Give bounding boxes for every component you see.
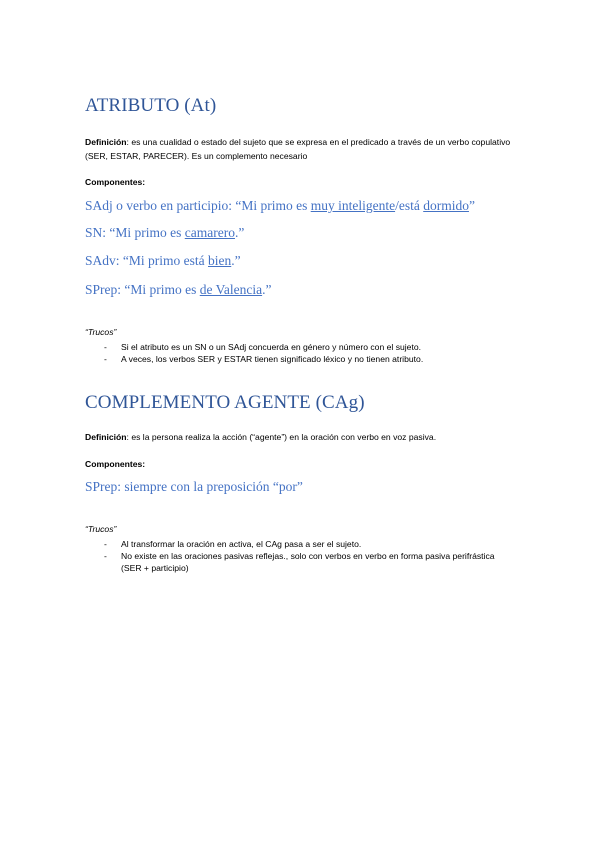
atributo-componentes-label: [85, 175, 145, 189]
componente-text: .”: [234, 225, 245, 240]
componentes-label: Componentes:: [85, 177, 146, 187]
list-item: [85, 538, 515, 550]
atributo-definition: [85, 135, 515, 163]
componente-text: .”: [262, 282, 272, 297]
componente-text: SAdv: “Mi primo está: [85, 253, 208, 268]
list-item: [85, 341, 515, 353]
example-underlined: dormido: [423, 198, 469, 213]
componente-sadj: [85, 198, 475, 214]
list-item-text: A veces, los verbos SER y ESTAR tienen significado léxico y no tienen atributo.: [121, 354, 424, 364]
componente-text: /está: [395, 198, 424, 213]
componente-sn: [85, 225, 244, 241]
componente-sadv: [85, 253, 241, 269]
agente-trucos-list: [85, 538, 515, 574]
list-item-text: No existe en las oraciones pasivas reflejas., solo con verbos en verbo en forma pasiva perifrástica (SER + participio): [121, 551, 495, 573]
bullet-dash: -: [104, 354, 107, 364]
componente-text: SPrep: “Mi primo es: [85, 282, 200, 297]
componente-text: SAdj o verbo en participio: “Mi primo es: [85, 198, 311, 213]
bullet-dash: -: [104, 342, 107, 352]
list-item: [85, 550, 515, 574]
agente-definition: [85, 430, 515, 444]
example-underlined: camarero: [184, 225, 235, 240]
definition-label: Definición: [85, 137, 127, 147]
componente-text: ”: [468, 198, 475, 213]
componente-agente-sprep: SPrep: siempre con la preposición “por”: [85, 479, 303, 494]
componente-sprep: [85, 282, 271, 298]
section-title-atributo: ATRIBUTO (At): [85, 95, 217, 116]
section-title-agente: COMPLEMENTO AGENTE (CAg): [85, 392, 365, 413]
definition-text: : es la persona realiza la acción (“agente”) en la oración con verbo en voz pasiva.: [126, 432, 437, 442]
definition-text: : es una cualidad o estado del sujeto que se expresa en el predicado a través de un verbo copulativo (SER, ESTAR, PARECER). Es un complemento necesario: [85, 137, 511, 161]
list-item-text: Si el atributo es un SN o un SAdj concuerda en género y número con el sujeto.: [121, 342, 422, 352]
bullet-dash: -: [104, 551, 107, 561]
bullet-dash: -: [104, 539, 107, 549]
agente-componentes-label: [85, 457, 145, 471]
atributo-trucos-list: [85, 341, 515, 365]
agente-trucos-title: “Trucos”: [85, 524, 117, 534]
example-underlined: muy inteligente: [310, 198, 396, 213]
example-underlined: bien: [208, 253, 232, 268]
componente-text: .”: [231, 253, 241, 268]
example-underlined: de Valencia: [199, 282, 263, 297]
componente-text: SN: “Mi primo es: [85, 225, 185, 240]
list-item-text: Al transformar la oración en activa, el CAg pasa a ser el sujeto.: [121, 539, 362, 549]
atributo-trucos-title: “Trucos”: [85, 327, 117, 337]
componentes-label: Componentes:: [85, 459, 146, 469]
list-item: [85, 353, 515, 365]
definition-label: Definición: [85, 432, 127, 442]
